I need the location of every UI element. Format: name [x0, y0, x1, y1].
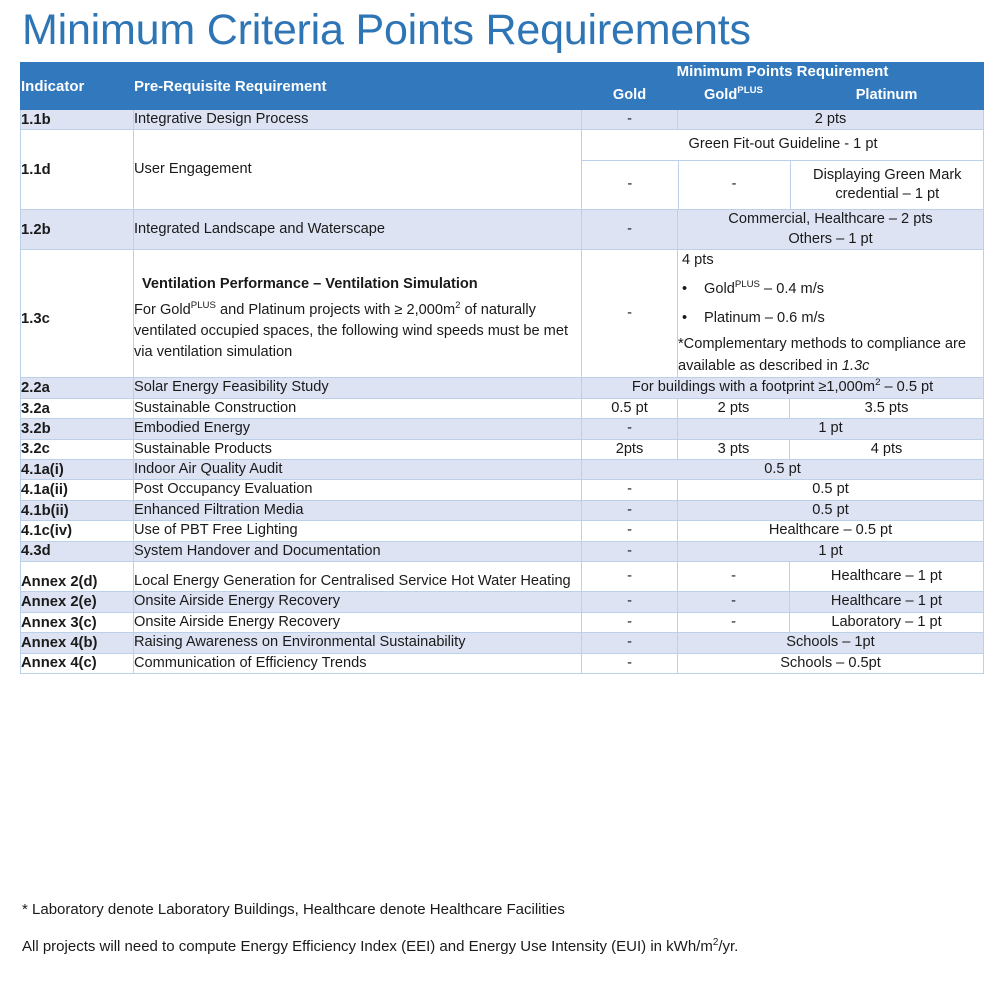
indicator-cell: 3.2c	[21, 439, 134, 459]
indicator-cell: 4.3d	[21, 541, 134, 561]
bullet-sup: PLUS	[734, 279, 760, 290]
requirement-cell: Onsite Airside Energy Recovery	[134, 612, 582, 632]
header-prerequisite: Pre-Requisite Requirement	[134, 63, 582, 110]
subtable-banner-row	[582, 130, 984, 160]
requirement-cell: Indoor Air Quality Audit	[134, 460, 582, 480]
indicator-cell: 3.2b	[21, 419, 134, 439]
points-group-cell	[582, 130, 984, 210]
requirement-body-part3: of naturally ventilated occupied spaces, the following wind speeds must be met via ventilation simulation	[134, 302, 569, 360]
header-indicator: Indicator	[21, 63, 134, 110]
gold-cell: -	[582, 110, 678, 130]
goldplus-cell: -	[678, 160, 790, 209]
bullet-item	[678, 279, 983, 301]
table-row	[21, 592, 984, 612]
table-row	[21, 612, 984, 632]
gold-cell: 2pts	[582, 439, 678, 459]
table-row	[21, 210, 984, 250]
bullet-base: Gold	[704, 280, 735, 297]
table-header-row	[21, 63, 984, 81]
gold-cell: -	[582, 562, 678, 592]
platinum-cell: Healthcare – 1 pt	[790, 592, 984, 612]
table-row	[21, 562, 984, 592]
goldplus-platinum-merged-cell: Schools – 0.5pt	[678, 653, 984, 673]
requirement-cell: Integrated Landscape and Waterscape	[134, 210, 582, 250]
goldplus-cell: -	[678, 592, 790, 612]
table-row	[21, 439, 984, 459]
note-text: *Complementary methods to compliance are available as described in	[678, 335, 966, 374]
table-row	[21, 110, 984, 130]
footnote-eei-eui	[22, 937, 982, 957]
requirement-heading: Ventilation Performance – Ventilation Simulation	[142, 275, 478, 292]
indicator-cell: 2.2a	[21, 378, 134, 398]
gold-cell: -	[582, 612, 678, 632]
goldplus-platinum-merged-cell: 1 pt	[678, 541, 984, 561]
merged-line-1: Commercial, Healthcare – 2 pts	[728, 211, 933, 228]
requirement-body-part1: For Gold	[134, 302, 191, 319]
header-gold-plus-sup: PLUS	[737, 85, 763, 97]
footnote-laboratory-healthcare: * Laboratory denote Laboratory Buildings, Healthcare denote Healthcare Facilities	[22, 901, 565, 918]
merged-line-2: Others – 1 pt	[788, 230, 873, 247]
header-gold: Gold	[582, 81, 678, 110]
requirement-cell: Solar Energy Feasibility Study	[134, 378, 582, 398]
goldplus-cell: -	[678, 562, 790, 592]
requirement-cell: Raising Awareness on Environmental Sustainability	[134, 633, 582, 653]
minimum-criteria-table	[20, 62, 984, 674]
gold-cell: -	[582, 521, 678, 541]
requirement-cell: Use of PBT Free Lighting	[134, 521, 582, 541]
complementary-note	[678, 334, 983, 378]
footnotes-section	[22, 900, 982, 958]
requirement-cell: User Engagement	[134, 130, 582, 210]
indicator-cell: 1.3c	[21, 249, 134, 377]
gold-cell: -	[582, 480, 678, 500]
requirement-cell: Integrative Design Process	[134, 110, 582, 130]
table-row	[21, 249, 984, 377]
requirement-cell: System Handover and Documentation	[134, 541, 582, 561]
indicator-cell: 4.1a(i)	[21, 460, 134, 480]
gold-cell: -	[582, 633, 678, 653]
indicator-cell: 1.2b	[21, 210, 134, 250]
indicator-cell: Annex 2(e)	[21, 592, 134, 612]
merged-text-post: – 0.5 pt	[880, 379, 934, 396]
green-fitout-banner: Green Fit-out Guideline - 1 pt	[688, 136, 878, 153]
goldplus-platinum-merged-cell: Schools – 1pt	[678, 633, 984, 653]
table-row	[21, 480, 984, 500]
gold-cell: -	[582, 653, 678, 673]
all-tiers-merged-cell: 0.5 pt	[582, 460, 984, 480]
goldplus-cell: -	[678, 612, 790, 632]
header-gold-plus	[678, 81, 790, 110]
bullet-text	[704, 279, 824, 301]
footnote-text-post: /yr.	[718, 938, 739, 956]
goldplus-cell: 3 pts	[678, 439, 790, 459]
requirement-body-sup-plus: PLUS	[190, 300, 216, 312]
table-row	[21, 130, 984, 210]
table-row	[21, 521, 984, 541]
goldplus-platinum-merged-cell	[678, 210, 984, 250]
gold-cell: -	[582, 160, 678, 209]
page-title: Minimum Criteria Points Requirements	[22, 6, 751, 54]
requirement-body-part2: and Platinum projects with ≥ 2,000m	[215, 302, 456, 319]
goldplus-platinum-merged-cell: 0.5 pt	[678, 500, 984, 520]
table-row	[21, 460, 984, 480]
requirement-cell: Communication of Efficiency Trends	[134, 653, 582, 673]
requirement-cell: Post Occupancy Evaluation	[134, 480, 582, 500]
goldplus-cell: 2 pts	[678, 398, 790, 418]
gold-cell: -	[582, 249, 678, 377]
all-tiers-merged-cell	[582, 378, 984, 398]
merged-text-pre: For buildings with a footprint ≥1,000m	[631, 379, 876, 396]
platinum-cell: Healthcare – 1 pt	[790, 562, 984, 592]
indicator-cell: 3.2a	[21, 398, 134, 418]
table-row	[21, 398, 984, 418]
requirement-cell	[134, 249, 582, 377]
header-gold-plus-base: Gold	[704, 87, 738, 103]
indicator-cell: 4.1c(iv)	[21, 521, 134, 541]
requirement-body-sup-square: 2	[455, 300, 461, 312]
gold-cell: 0.5 pt	[582, 398, 678, 418]
platinum-cell: Displaying Green Mark credential – 1 pt	[790, 160, 984, 209]
indicator-cell: 4.1b(ii)	[21, 500, 134, 520]
gold-cell: -	[582, 419, 678, 439]
platinum-cell: 4 pts	[790, 439, 984, 459]
requirement-cell: Sustainable Products	[134, 439, 582, 459]
requirement-body	[134, 300, 581, 362]
gold-cell: -	[582, 500, 678, 520]
requirement-cell: Local Energy Generation for Centralised Service Hot Water Heating	[134, 562, 582, 592]
merged-text-sup: 2	[875, 377, 881, 389]
gold-cell: -	[582, 592, 678, 612]
requirement-cell: Embodied Energy	[134, 419, 582, 439]
bullet-dot-icon: •	[682, 309, 688, 326]
goldplus-platinum-merged-cell: 0.5 pt	[678, 480, 984, 500]
footnote-text-pre: All projects will need to compute Energy Efficiency Index (EEI) and Energy Use Intensity (EUI) in kWh/m	[22, 938, 713, 956]
indicator-cell: 1.1d	[21, 130, 134, 210]
table-row	[21, 541, 984, 561]
indicator-cell: Annex 4(b)	[21, 633, 134, 653]
table-row	[21, 653, 984, 673]
indicator-cell: 4.1a(ii)	[21, 480, 134, 500]
goldplus-platinum-merged-cell: 2 pts	[678, 110, 984, 130]
bullet-dot-icon: •	[682, 280, 688, 297]
requirement-cell: Enhanced Filtration Media	[134, 500, 582, 520]
requirement-cell: Sustainable Construction	[134, 398, 582, 418]
goldplus-platinum-merged-cell	[678, 249, 984, 377]
goldplus-platinum-merged-cell: Healthcare – 0.5 pt	[678, 521, 984, 541]
bullet-rest: – 0.4 m/s	[759, 280, 825, 297]
platinum-cell: 3.5 pts	[790, 398, 984, 418]
indicator-cell: Annex 2(d)	[21, 562, 134, 592]
goldplus-platinum-merged-cell: 1 pt	[678, 419, 984, 439]
note-reference: 1.3c	[841, 357, 870, 374]
table-row	[21, 378, 984, 398]
gold-cell: -	[582, 541, 678, 561]
header-minimum-points: Minimum Points Requirement	[582, 63, 984, 81]
indicator-cell: Annex 4(c)	[21, 653, 134, 673]
platinum-cell: Laboratory – 1 pt	[790, 612, 984, 632]
header-platinum: Platinum	[790, 81, 984, 110]
bullet-item	[678, 308, 983, 330]
table-row	[21, 500, 984, 520]
indicator-cell: 1.1b	[21, 110, 134, 130]
requirement-cell: Onsite Airside Energy Recovery	[134, 592, 582, 612]
footnote-sup-square: 2	[712, 937, 719, 949]
gold-cell: -	[582, 210, 678, 250]
points-subtable	[582, 130, 984, 209]
bullet-text: Platinum – 0.6 m/s	[704, 309, 825, 326]
table-row	[21, 419, 984, 439]
points-lead: 4 pts	[682, 251, 714, 268]
table-row	[21, 633, 984, 653]
indicator-cell: Annex 3(c)	[21, 612, 134, 632]
subtable-values-row	[582, 160, 984, 209]
